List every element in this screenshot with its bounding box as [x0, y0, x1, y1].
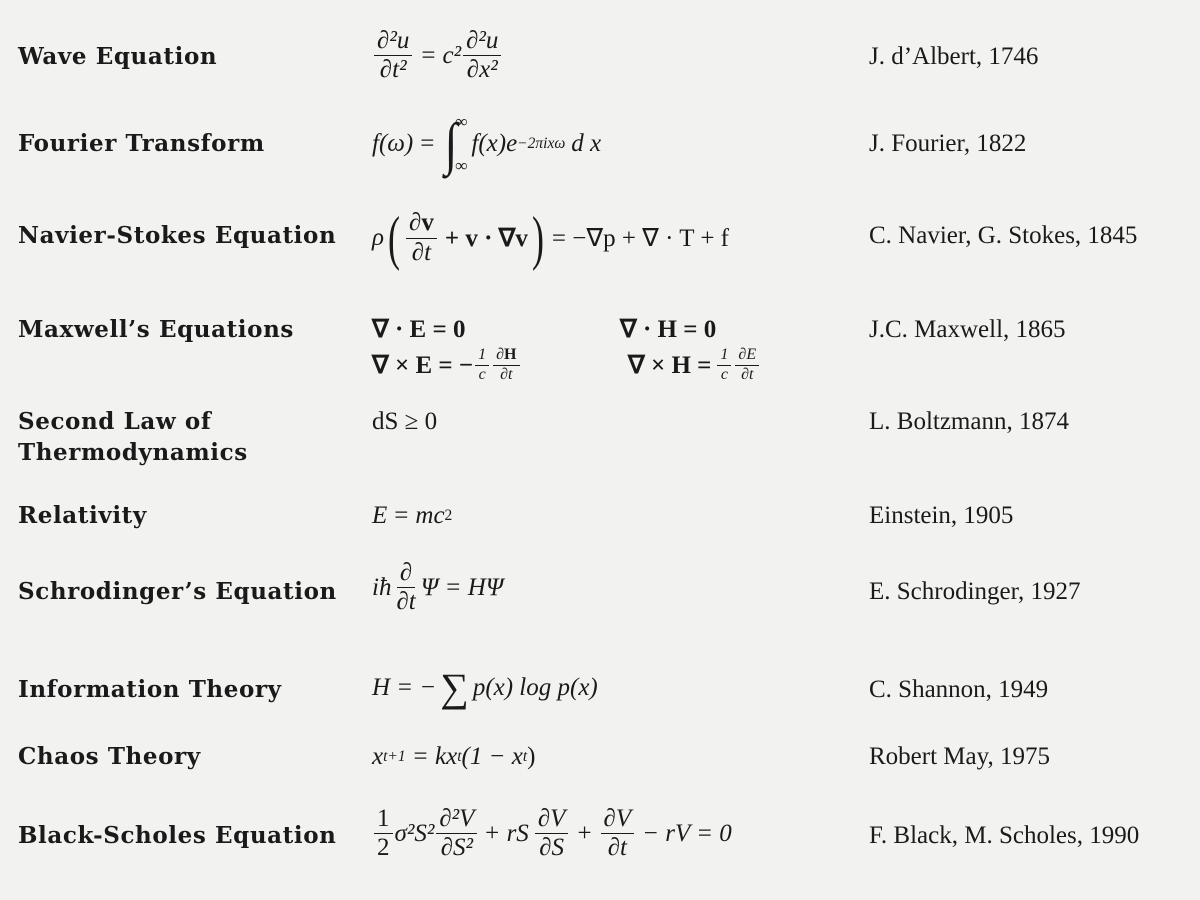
equation-author: Einstein, 1905: [869, 502, 1014, 529]
maxwell-eq-4: [620, 345, 840, 383]
middle-term: = kx: [405, 742, 458, 770]
numerator: 1: [475, 347, 489, 366]
fraction: [374, 28, 412, 84]
equation-name: Second Law of Thermodynamics: [18, 408, 248, 466]
denominator: ∂t: [741, 365, 754, 383]
lower-limit: ∞: [455, 156, 468, 175]
sum-symbol: ∑: [440, 665, 469, 710]
denominator: c: [478, 365, 486, 383]
term: − rV = 0: [642, 819, 732, 847]
fraction: [436, 806, 477, 862]
fraction: [735, 347, 759, 384]
equation-author: C. Shannon, 1949: [869, 676, 1049, 703]
numerator: ∂H: [493, 347, 519, 366]
equation-formula: [372, 666, 598, 710]
equation-name: Schrodinger’s Equation: [18, 578, 337, 605]
maxwell-grid: [372, 312, 840, 382]
maxwell-text: ∇ × H =: [628, 352, 712, 379]
numerator: ∂²V: [436, 806, 477, 834]
equation-author: L. Boltzmann, 1874: [869, 408, 1069, 435]
denominator: c: [720, 365, 728, 383]
fraction: [475, 347, 489, 384]
equation-author: E. Schrodinger, 1927: [869, 578, 1081, 605]
equation-author: C. Navier, G. Stokes, 1845: [869, 222, 1138, 249]
equation-name: Maxwell’s Equations: [18, 316, 294, 343]
right-paren: ): [531, 205, 544, 271]
numerator: ∂²u: [463, 28, 501, 56]
equation-author: J.C. Maxwell, 1865: [869, 316, 1066, 343]
fraction: [374, 806, 393, 862]
variable: x: [372, 742, 384, 770]
denominator: ∂t: [500, 365, 513, 383]
equation-author: F. Black, M. Scholes, 1990: [869, 822, 1140, 849]
denominator: ∂t²: [379, 56, 407, 84]
equals-sign: =: [420, 130, 435, 157]
numerator: ∂V: [601, 806, 635, 834]
fraction: [535, 806, 569, 862]
rhs: = −∇p + ∇ · T + f: [551, 225, 730, 252]
numerator: ∂E: [735, 347, 759, 366]
lhs: H = −: [372, 674, 437, 701]
denominator: ∂t: [396, 588, 416, 616]
term: + rS: [483, 819, 529, 847]
maxwell-eq-2: [620, 312, 840, 346]
close-paren: ): [527, 742, 536, 770]
equals-sign: =: [394, 501, 409, 529]
rhs: p(x) log p(x): [472, 674, 598, 701]
convective-term: + v · ∇v: [444, 225, 528, 252]
rhs: mc: [415, 501, 445, 529]
equation-name: Navier-Stokes Equation: [18, 222, 337, 249]
denominator: ∂x²: [466, 56, 498, 84]
fraction: [406, 210, 437, 266]
numerator: ∂²u: [374, 28, 412, 56]
inequality: dS ≥ 0: [372, 407, 438, 435]
equation-name: Chaos Theory: [18, 743, 201, 770]
equation-author: Robert May, 1975: [869, 743, 1050, 770]
tail-term: (1 − x: [461, 742, 523, 770]
maxwell-eq-1: [372, 312, 620, 346]
maxwell-text: ∇ · H = 0: [620, 316, 717, 343]
fraction: [393, 560, 418, 616]
maxwell-text: ∇ · E = 0: [372, 316, 466, 343]
equation-formula: E = mc 2: [372, 501, 453, 529]
lhs: E: [372, 501, 388, 529]
equation-name: Relativity: [18, 502, 147, 529]
denominator: ∂t: [411, 238, 432, 266]
coefficient: c²: [442, 41, 462, 69]
equation-formula: [372, 312, 840, 382]
upper-limit: ∞: [455, 112, 468, 131]
integral-symbol: ∫: [444, 111, 458, 176]
numerator: 1: [374, 806, 393, 834]
integrand: f(x)e: [471, 130, 518, 157]
maxwell-eq-3: [372, 345, 620, 383]
lhs: f(ω): [372, 130, 414, 157]
numerator: ∂V: [535, 806, 569, 834]
denominator: ∂S: [539, 834, 565, 862]
left-paren: (: [387, 205, 400, 271]
equation-formula: x t+1 = kx t (1 − x t ): [372, 742, 536, 770]
integral: [443, 112, 467, 176]
equation-name: Black-Scholes Equation: [18, 822, 337, 849]
equation-name: Fourier Transform: [18, 130, 265, 157]
equation-formula: [372, 560, 503, 616]
denominator: 2: [377, 834, 390, 862]
equation-formula: [372, 28, 503, 84]
equation-formula: f(ω) = ∫ ∞ ∞ f(x)e −2πixω d x: [372, 111, 602, 176]
equation-author: J. d’Albert, 1746: [869, 43, 1039, 70]
equals-sign: =: [421, 41, 436, 69]
equation-author: J. Fourier, 1822: [869, 130, 1027, 157]
equation-formula: [372, 406, 437, 437]
numerator: 1: [717, 347, 731, 366]
denominator: ∂t: [607, 834, 628, 862]
fraction: [493, 347, 519, 384]
equation-formula: [372, 205, 730, 271]
fraction: [717, 347, 731, 384]
maxwell-text: ∇ × E = −: [372, 352, 474, 379]
numerator: ∂: [397, 560, 415, 588]
differential: d x: [571, 130, 602, 157]
term: σ²S²: [394, 819, 435, 847]
equation-name: Information Theory: [18, 676, 282, 703]
rhs: Ψ = HΨ: [420, 573, 504, 601]
numerator: ∂v: [406, 210, 437, 238]
equation-formula: [372, 806, 732, 862]
fraction: [601, 806, 635, 862]
rho: ρ: [372, 224, 384, 251]
plus-sign: +: [577, 819, 592, 847]
denominator: ∂S²: [440, 834, 474, 862]
prefactor: iħ: [372, 573, 392, 601]
fraction: [463, 28, 501, 84]
equation-name: Wave Equation: [18, 43, 218, 70]
